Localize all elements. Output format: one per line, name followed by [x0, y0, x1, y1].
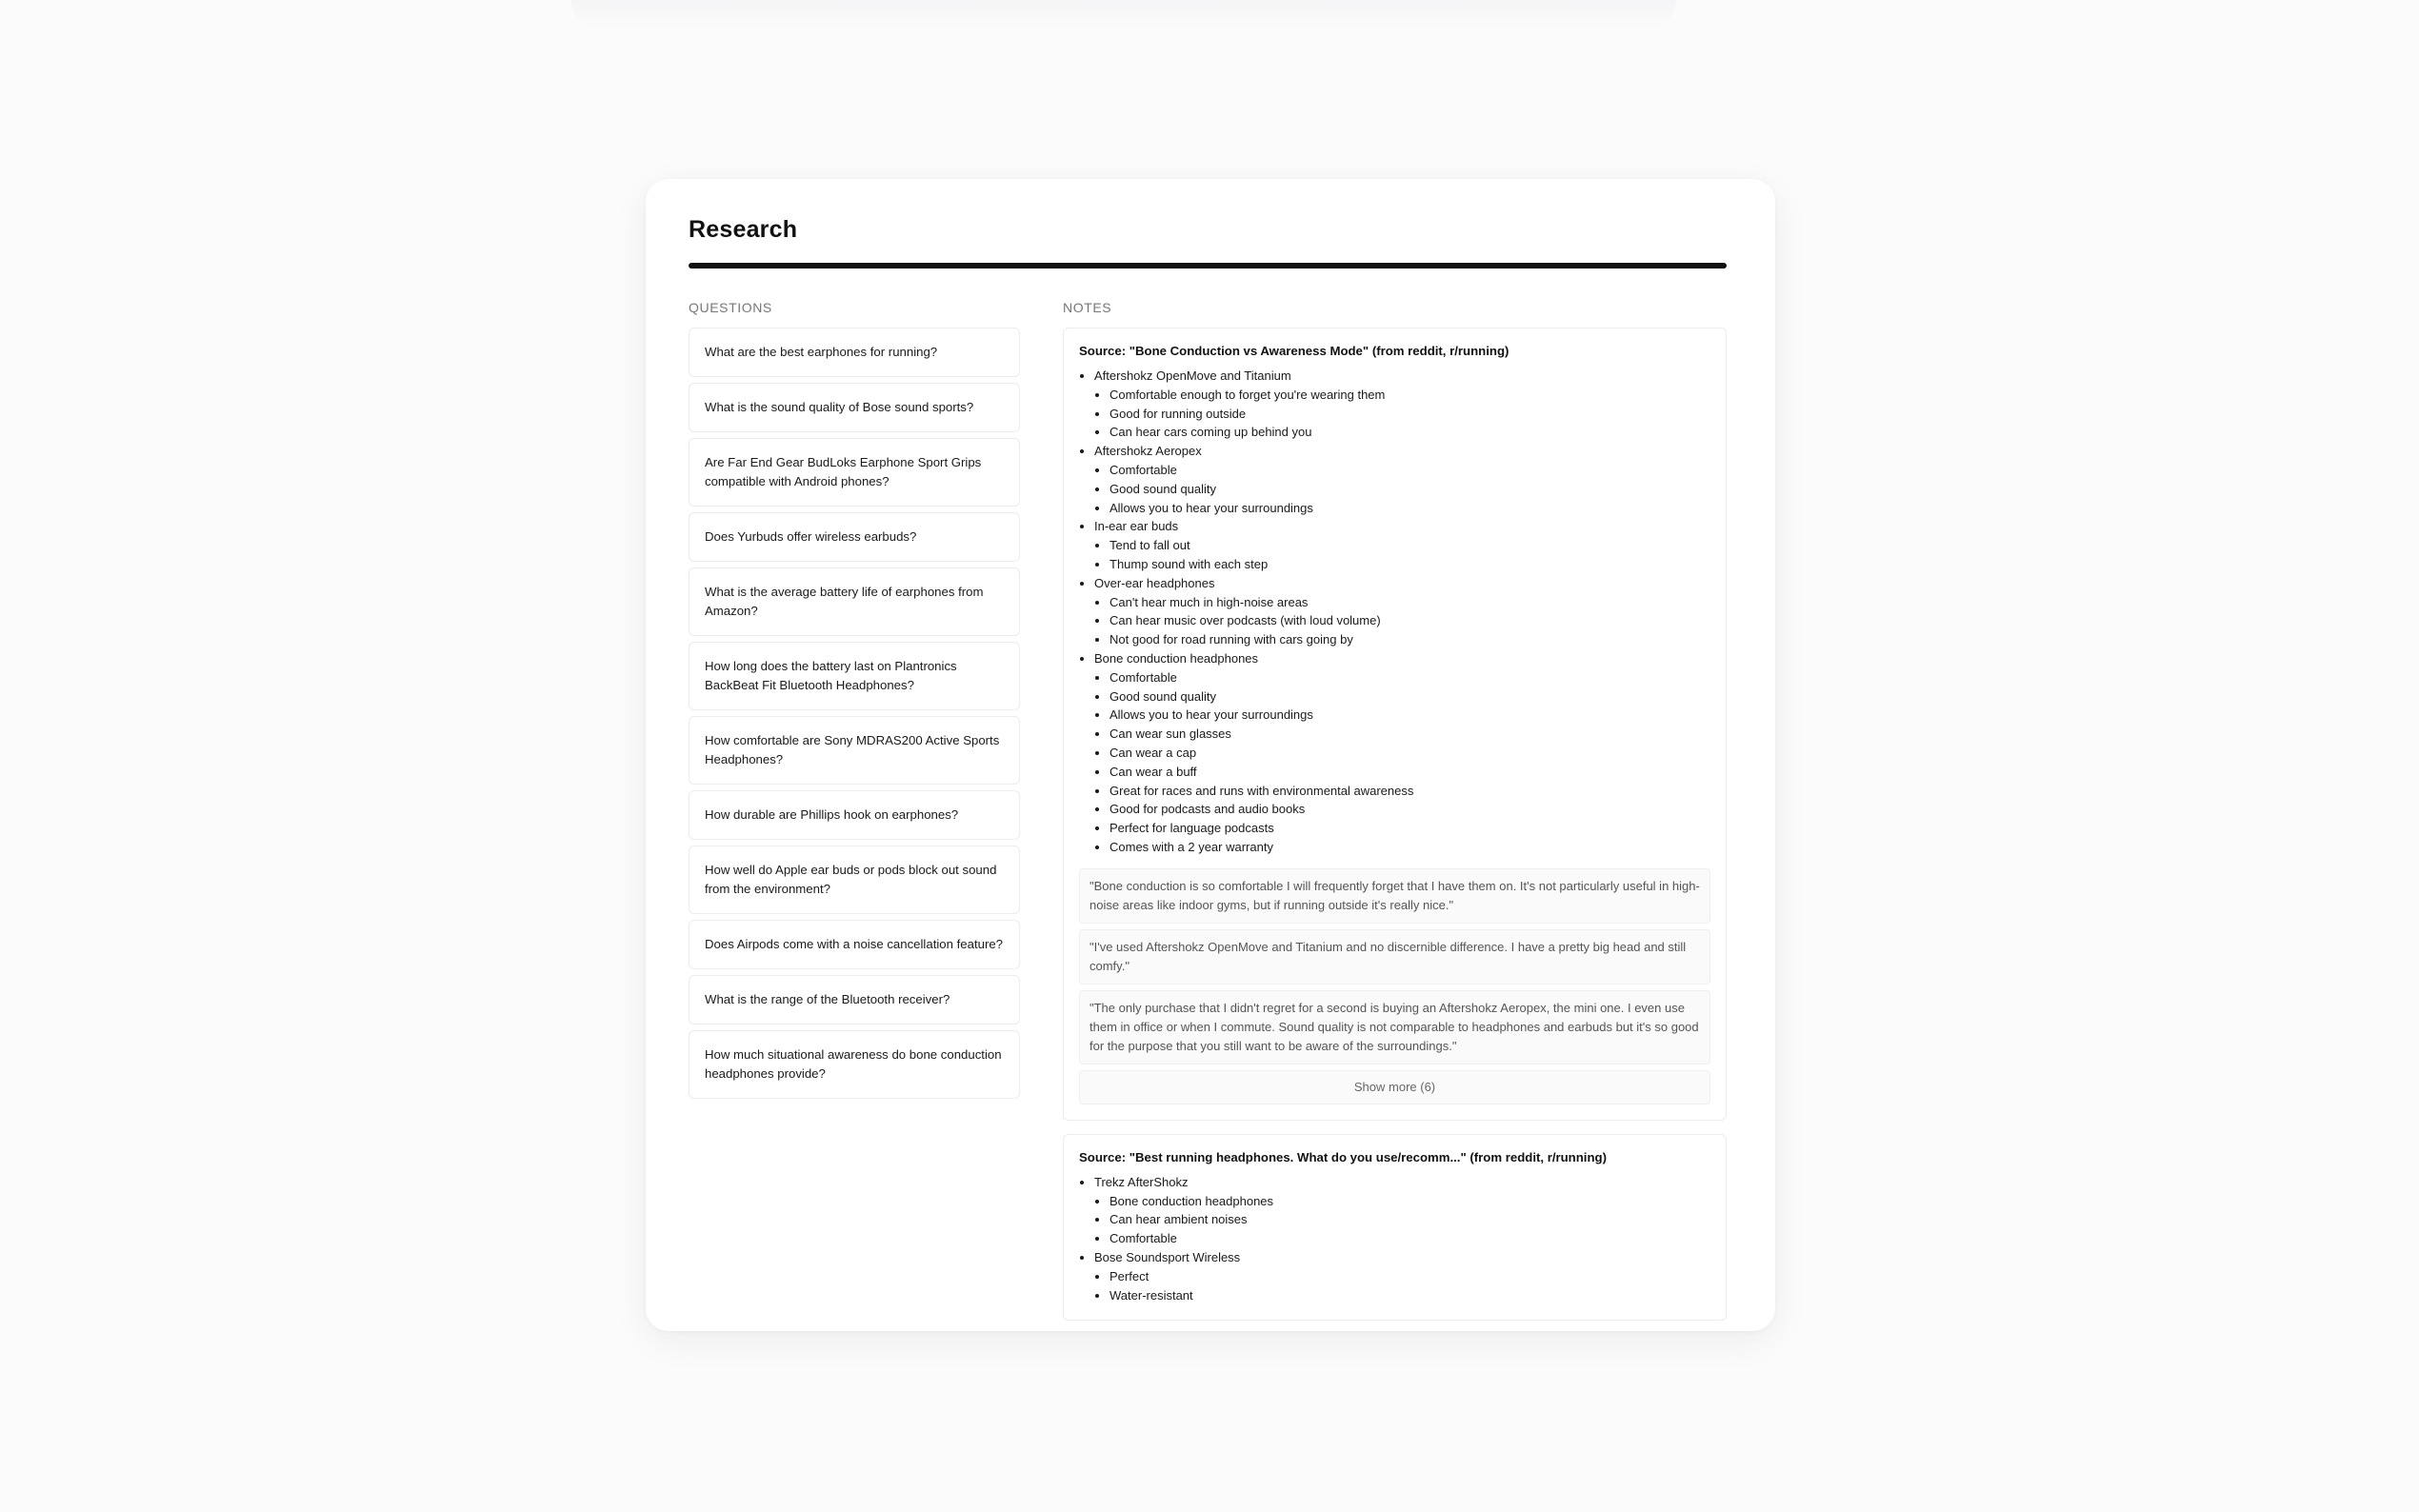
research-content [689, 213, 1727, 1331]
bullet-sublist [1094, 668, 1710, 857]
bullet-group [1094, 1173, 1710, 1248]
bullet-item: • Can hear music over podcasts (with loud volume) [1110, 611, 1710, 630]
bullet-item: • Good for podcasts and audio books [1110, 800, 1710, 819]
bullet-group [1094, 517, 1710, 573]
note-card [1063, 1134, 1727, 1322]
question-item[interactable]: Does Yurbuds offer wireless earbuds? [689, 512, 1020, 562]
notes-column [1063, 299, 1727, 1331]
bullet-item: • Not good for road running with cars going by [1110, 630, 1710, 649]
bullet-item: • Can't hear much in high-noise areas [1110, 593, 1710, 612]
question-item[interactable]: What is the average battery life of earphones from Amazon? [689, 567, 1020, 636]
bullet-item: • Tend to fall out [1110, 536, 1710, 555]
bullet-group-title: Aftershokz OpenMove and Titanium [1094, 368, 1291, 383]
bullet-item: • Can hear ambient noises [1110, 1210, 1710, 1229]
note-bullets [1079, 1173, 1710, 1305]
quote-block: "I've used Aftershokz OpenMove and Titanium and no discernible difference. I have a pretty big head and still comfy." [1079, 929, 1710, 985]
bullet-item: • Allows you to hear your surroundings [1110, 706, 1710, 725]
bullet-item: • Allows you to hear your surroundings [1110, 499, 1710, 518]
question-item[interactable]: What are the best earphones for running? [689, 328, 1020, 377]
bullet-sublist [1094, 1267, 1710, 1305]
note-bullets [1079, 367, 1710, 857]
note-source: Source: "Bone Conduction vs Awareness Mode" (from reddit, r/running) [1079, 344, 1509, 358]
bullet-item: • Good sound quality [1110, 687, 1710, 706]
bullet-item: • Comfortable [1110, 1229, 1710, 1248]
bullet-sublist [1094, 461, 1710, 517]
bullet-item: • Perfect [1110, 1267, 1710, 1286]
research-panel [646, 179, 1775, 1331]
bullet-item: • Can wear sun glasses [1110, 725, 1710, 744]
bullet-group [1094, 649, 1710, 857]
bullet-group-title: Aftershokz Aeropex [1094, 444, 1202, 459]
bullet-group-title: Over-ear headphones [1094, 575, 1215, 590]
bullet-sublist [1094, 536, 1710, 574]
quote-block: "The only purchase that I didn't regret for a second is buying an Aftershokz Aeropex, the mini one. I even use them in office or when I commute. Sound quality is not comparable to headphones and earbuds but it's so good for the purpose that you still want to be aware of the surroundings." [1079, 990, 1710, 1064]
bullet-group-title: Trekz AfterShokz [1094, 1174, 1189, 1189]
question-item[interactable]: Does Airpods come with a noise cancellation feature? [689, 920, 1020, 969]
bullet-item: • Can hear cars coming up behind you [1110, 423, 1710, 442]
quote-block: "Bone conduction is so comfortable I will frequently forget that I have them on. It's not particularly useful in high-noise areas like indoor gyms, but if running outside it's really nice." [1079, 868, 1710, 924]
bullet-group-title: Bone conduction headphones [1094, 650, 1259, 666]
bullet-group-title: Bose Soundsport Wireless [1094, 1249, 1241, 1264]
questions-list [689, 328, 1020, 1099]
bullet-item: • Can wear a cap [1110, 744, 1710, 763]
questions-column [689, 299, 1020, 1331]
bullet-item: • Perfect for language podcasts [1110, 819, 1710, 838]
question-item[interactable]: What is the sound quality of Bose sound sports? [689, 383, 1020, 432]
bullet-item: • Water-resistant [1110, 1286, 1710, 1305]
bullet-item: • Comfortable [1110, 461, 1710, 480]
bullet-item: • Good sound quality [1110, 480, 1710, 499]
background-ghost [571, 0, 1676, 29]
bullet-sublist [1094, 1192, 1710, 1248]
bullet-group [1094, 367, 1710, 442]
bullet-group [1094, 574, 1710, 649]
question-item[interactable]: How well do Apple ear buds or pods block out sound from the environment? [689, 846, 1020, 914]
notes-list [1063, 328, 1727, 1321]
columns [689, 299, 1727, 1331]
questions-label: QUESTIONS [689, 300, 772, 315]
show-more-button[interactable]: Show more (6) [1079, 1070, 1710, 1104]
question-item[interactable]: How much situational awareness do bone conduction headphones provide? [689, 1030, 1020, 1099]
bullet-item: • Great for races and runs with environmental awareness [1110, 782, 1710, 801]
title-divider [689, 263, 1727, 269]
bullet-item: • Comes with a 2 year warranty [1110, 838, 1710, 857]
bullet-item: • Can wear a buff [1110, 763, 1710, 782]
question-item[interactable]: How comfortable are Sony MDRAS200 Active Sports Headphones? [689, 716, 1020, 785]
note-source: Source: "Best running headphones. What do you use/recomm..." (from reddit, r/running) [1079, 1149, 1607, 1164]
page-title: Research [689, 216, 798, 243]
question-item[interactable]: How durable are Phillips hook on earphones? [689, 790, 1020, 840]
bullet-group [1094, 1248, 1710, 1304]
question-item[interactable]: Are Far End Gear BudLoks Earphone Sport Grips compatible with Android phones? [689, 438, 1020, 507]
bullet-item: • Thump sound with each step [1110, 555, 1710, 574]
bullet-group-title: In-ear ear buds [1094, 519, 1179, 534]
bullet-group [1094, 442, 1710, 517]
notes-label: NOTES [1063, 300, 1112, 315]
question-item[interactable]: How long does the battery last on Plantronics BackBeat Fit Bluetooth Headphones? [689, 642, 1020, 710]
bullet-item: • Bone conduction headphones [1110, 1192, 1710, 1211]
bullet-item: • Comfortable [1110, 668, 1710, 687]
bullet-sublist [1094, 593, 1710, 649]
note-card [1063, 328, 1727, 1121]
bullet-item: • Good for running outside [1110, 405, 1710, 424]
question-item[interactable]: What is the range of the Bluetooth receiver? [689, 975, 1020, 1025]
bullet-item: • Comfortable enough to forget you're wearing them [1110, 386, 1710, 405]
quotes [1079, 868, 1710, 1064]
bullet-sublist [1094, 386, 1710, 442]
